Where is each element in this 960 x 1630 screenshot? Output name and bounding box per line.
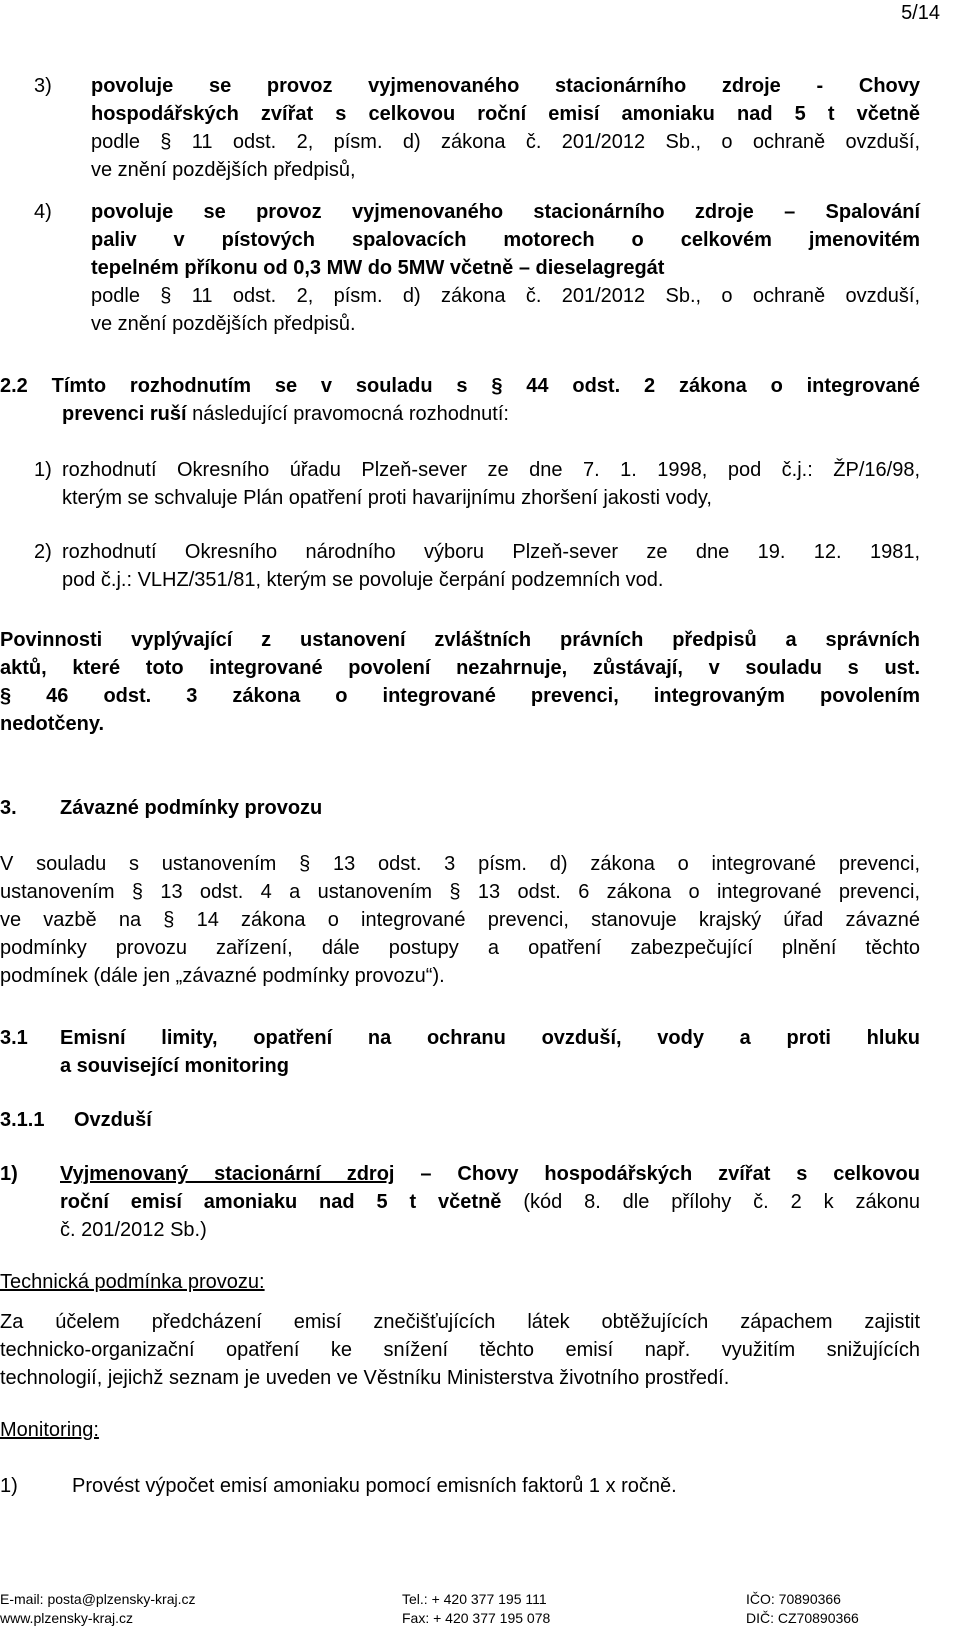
section-2-2-line2 [0,400,920,428]
monitoring-number: 1) [0,1475,18,1497]
section-3-title: Závazné podmínky provozu [60,797,323,819]
obligations-line: § 46 odst. 3 zákona o integrované prevenci, integrovaným povolením [0,685,920,707]
decision-line: rozhodnutí Okresního úřadu Plzeň-sever ze dne 7. 1. 1998, pod č.j.: ŽP/16/98, [62,459,920,481]
section-3-1-number: 3.1 [0,1027,28,1049]
monitoring-text: Provést výpočet emisí amoniaku pomocí emisních faktorů 1 x ročně. [72,1475,677,1497]
obligations-paragraph [0,626,960,738]
section-2-2-rest: následující pravomocná rozhodnutí: [186,403,509,425]
item-number: 4) [34,201,52,223]
source-line-2-rest: (kód 8. dle přílohy č. 2 k zákonu [501,1191,921,1213]
section-3-text [0,850,960,990]
source-line-2-bold: roční emisí amoniaku nad 5 t včetně [60,1191,502,1213]
obligations-line: aktů, které toto integrované povolení nezahrnuje, zůstávají, v souladu s ust. [0,657,920,679]
section-3-line: ve vazbě na § 14 zákona o integrované prevenci, stanovuje krajský úřad závazné [0,909,920,931]
source-line-2 [60,1188,920,1216]
section-3-1-line: a související monitoring [60,1055,289,1077]
section-3-line: ustanovením § 13 odst. 4 a ustanovením § 13 odst. 6 zákona o integrované prevenci, [0,881,920,903]
section-3-heading [0,794,960,822]
decision-2 [0,538,960,594]
permit-item-4 [0,198,960,338]
technical-heading-text: Technická podmínka provozu: [0,1271,265,1293]
footer-web[interactable]: www.plzensky-kraj.cz [0,1610,134,1626]
source-title-rest: – Chovy hospodářských zvířat s celkovou [394,1163,920,1185]
footer-ico: IČO: 70890366 [746,1591,841,1607]
decision-number: 1) [34,459,52,481]
section-2-2-bold: prevenci ruší [62,403,187,425]
source-item [0,1160,960,1244]
decision-1 [0,456,960,512]
monitoring-item-1 [0,1472,960,1500]
decision-number: 2) [34,541,52,563]
section-3-1-1-number: 3.1.1 [0,1109,45,1131]
section-3-1-1-title: Ovzduší [74,1109,152,1131]
section-3-line: podmínek (dále jen „závazné podmínky provozu“). [0,965,445,987]
item-line: podle § 11 odst. 2, písm. d) zákona č. 201/2012 Sb., o ochraně ovzduší, [91,131,920,153]
obligations-line: Povinnosti vyplývající z ustanovení zvláštních právních předpisů a správních [0,629,920,651]
item-line: ve znění pozdějších předpisů, [91,159,356,181]
obligations-line: nedotčeny. [0,713,105,735]
footer-fax: Fax: + 420 377 195 078 [402,1610,551,1626]
decision-line: kterým se schvaluje Plán opatření proti havarijnímu zhoršení jakosti vody, [62,487,712,509]
section-3-1-1-heading [0,1106,960,1134]
section-3-1-heading [0,1024,960,1080]
section-2-2 [0,372,960,428]
section-3-line: V souladu s ustanovením § 13 odst. 3 písm. d) zákona o integrované prevenci, [0,853,920,875]
source-title-underlined: Vyjmenovaný stacionární zdroj [60,1163,395,1185]
monitoring-heading [0,1416,960,1444]
technical-heading [0,1268,960,1296]
item-line: tepelném příkonu od 0,3 MW do 5MW včetně – dieselagregát [91,257,665,279]
item-line: hospodářských zvířat s celkovou roční emisí amoniaku nad 5 t včetně [91,103,920,125]
technical-line: technologií, jejichž seznam je uveden ve Věstníku Ministerstva životního prostředí. [0,1367,730,1389]
section-2-2-line1: 2.2 Tímto rozhodnutím se v souladu s § 44 odst. 2 zákona o integrované [0,375,920,397]
source-title-line [60,1160,920,1188]
item-line: paliv v pístových spalovacích motorech o celkovém jmenovitém [91,229,920,251]
footer-dic: DIČ: CZ70890366 [746,1610,859,1626]
footer-email[interactable]: E-mail: posta@plzensky-kraj.cz [0,1591,196,1607]
source-line-3: č. 201/2012 Sb.) [60,1219,207,1241]
monitoring-heading-text: Monitoring: [0,1419,99,1441]
section-3-line: podmínky provozu zařízení, dále postupy a opatření zabezpečující plnění těchto [0,937,920,959]
footer-tel: Tel.: + 420 377 195 111 [402,1591,547,1607]
decision-line: pod č.j.: VLHZ/351/81, kterým se povoluje čerpání podzemních vod. [62,569,664,591]
item-line: povoluje se provoz vyjmenovaného stacionárního zdroje - Chovy [91,75,920,97]
technical-line: Za účelem předcházení emisí znečišťujících látek obtěžujících zápachem zajistit [0,1311,920,1333]
item-line: podle § 11 odst. 2, písm. d) zákona č. 201/2012 Sb., o ochraně ovzduší, [91,285,920,307]
page-number: 5/14 [901,2,940,24]
item-line: ve znění pozdějších předpisů. [91,313,356,335]
item-number: 3) [34,75,52,97]
permit-item-3 [0,72,960,184]
technical-text [0,1308,960,1392]
technical-line: technicko-organizační opatření ke snížení těchto emisí např. využitím snižujících [0,1339,920,1361]
decision-line: rozhodnutí Okresního národního výboru Plzeň-sever ze dne 19. 12. 1981, [62,541,920,563]
section-3-1-line: Emisní limity, opatření na ochranu ovzduší, vody a proti hluku [60,1027,920,1049]
section-3-number: 3. [0,797,17,819]
source-number: 1) [0,1163,18,1185]
item-line: povoluje se provoz vyjmenovaného stacionárního zdroje – Spalování [91,201,920,223]
